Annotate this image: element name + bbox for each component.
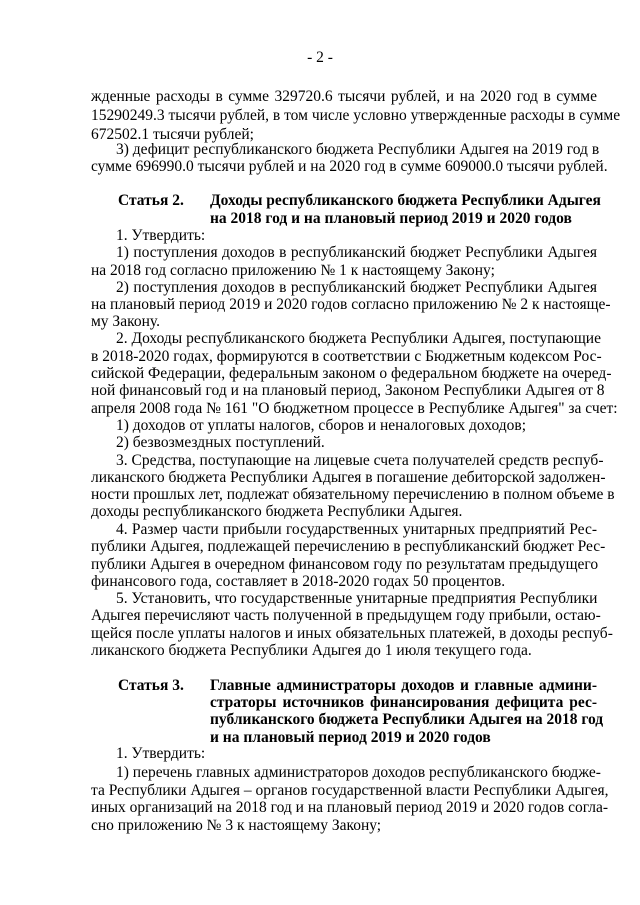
text-line: ликанского бюджета Республики Адыгея до 1 июля текущего года. — [91, 642, 532, 659]
article-2-title: Доходы республиканского бюджета Республики Адыгея — [210, 192, 601, 209]
text-line: 15290249.3 тысячи рублей, в том числе условно утвержденные расходы в сумме — [91, 107, 621, 124]
text-line: сийской Федерации, федеральным законом о федеральном бюджете на очеред- — [91, 365, 612, 382]
text-line: публики Адыгея, подлежащей перечислению в республиканский бюджет Рес- — [91, 538, 606, 555]
article-3-label: Статья 3. — [118, 677, 184, 694]
text-line: финансового года, составляет в 2018-2020 годах 50 процентов. — [91, 573, 506, 590]
text-line: 3. Средства, поступающие на лицевые счета получателей средств респуб- — [116, 452, 604, 469]
text-line: 1) перечень главных администраторов доходов республиканского бюдже- — [116, 764, 601, 781]
text-line: на 2018 год согласно приложению № 1 к настоящему Закону; — [91, 262, 495, 279]
text-line: 4. Размер части прибыли государственных унитарных предприятий Рес- — [116, 521, 597, 538]
article-3-title: и на плановый период 2019 и 2020 годов — [210, 729, 491, 746]
text-line: 3) дефицит республиканского бюджета Республики Адыгея на 2019 год в — [116, 141, 600, 158]
text-line: на плановый период 2019 и 2020 годов согласно приложению № 2 к настояще- — [91, 296, 611, 313]
text-line: иных организаций на 2018 год и на плановый период 2019 и 2020 годов согла- — [91, 799, 609, 816]
text-line: сумме 696990.0 тысячи рублей и на 2020 год в сумме 609000.0 тысячи рублей. — [91, 158, 608, 175]
text-line: та Республики Адыгея – органов государственной власти Республики Адыгея, — [91, 782, 609, 799]
text-line: 5. Установить, что государственные унитарные предприятия Республики — [116, 590, 598, 607]
text-line: 2) поступления доходов в республиканский бюджет Республики Адыгея — [116, 279, 597, 296]
text-line: жденные расходы в сумме 329720.6 тысячи рублей, и на 2020 год в сумме — [91, 88, 597, 105]
text-line: му Закону. — [91, 313, 160, 330]
article-2-title: на 2018 год и на плановый период 2019 и 2020 годов — [210, 210, 572, 227]
text-line: сно приложению № 3 к настоящему Закону; — [91, 817, 382, 834]
page-number: - 2 - — [307, 49, 333, 66]
text-line: 1) поступления доходов в республиканский бюджет Республики Адыгея — [116, 244, 597, 261]
article-3-title: Главные администраторы доходов и главные админи- — [210, 677, 597, 694]
text-line: 2. Доходы республиканского бюджета Республики Адыгея, поступающие — [116, 330, 601, 347]
text-line: 1. Утвердить: — [116, 745, 206, 762]
text-line: Адыгея перечисляют часть полученной в предыдущем году прибыли, остаю- — [91, 607, 601, 624]
text-line: 1. Утвердить: — [116, 227, 206, 244]
text-line: щейся после уплаты налогов и иных обязательных платежей, в доходы респуб- — [91, 625, 613, 642]
text-line: ной финансовый год и на плановый период, Законом Республики Адыгея от 8 — [91, 382, 605, 399]
text-line: ликанского бюджета Республики Адыгея в погашение дебиторской задолжен- — [91, 469, 606, 486]
text-line: апреля 2008 года № 161 "О бюджетном процессе в Республике Адыгея" за счет: — [91, 400, 618, 417]
text-line: 672502.1 тысячи рублей; — [91, 126, 254, 143]
article-3-title: публиканского бюджета Республики Адыгея на 2018 год — [210, 711, 604, 728]
text-line: доходы республиканского бюджета Республики Адыгея. — [91, 503, 463, 520]
text-line: ности прошлых лет, подлежат обязательному перечислению в полном объеме в — [91, 486, 615, 503]
article-3-title: страторы источников финансирования дефицита рес- — [210, 694, 597, 711]
text-line: публики Адыгея в очередном финансовом году по результатам предыдущего — [91, 556, 599, 573]
text-line: 2) безвозмездных поступлений. — [116, 434, 325, 451]
text-line: в 2018-2020 годах, формируются в соответствии с Бюджетным кодексом Рос- — [91, 348, 602, 365]
text-line: 1) доходов от уплаты налогов, сборов и неналоговых доходов; — [116, 417, 527, 434]
article-2-label: Статья 2. — [118, 192, 184, 209]
